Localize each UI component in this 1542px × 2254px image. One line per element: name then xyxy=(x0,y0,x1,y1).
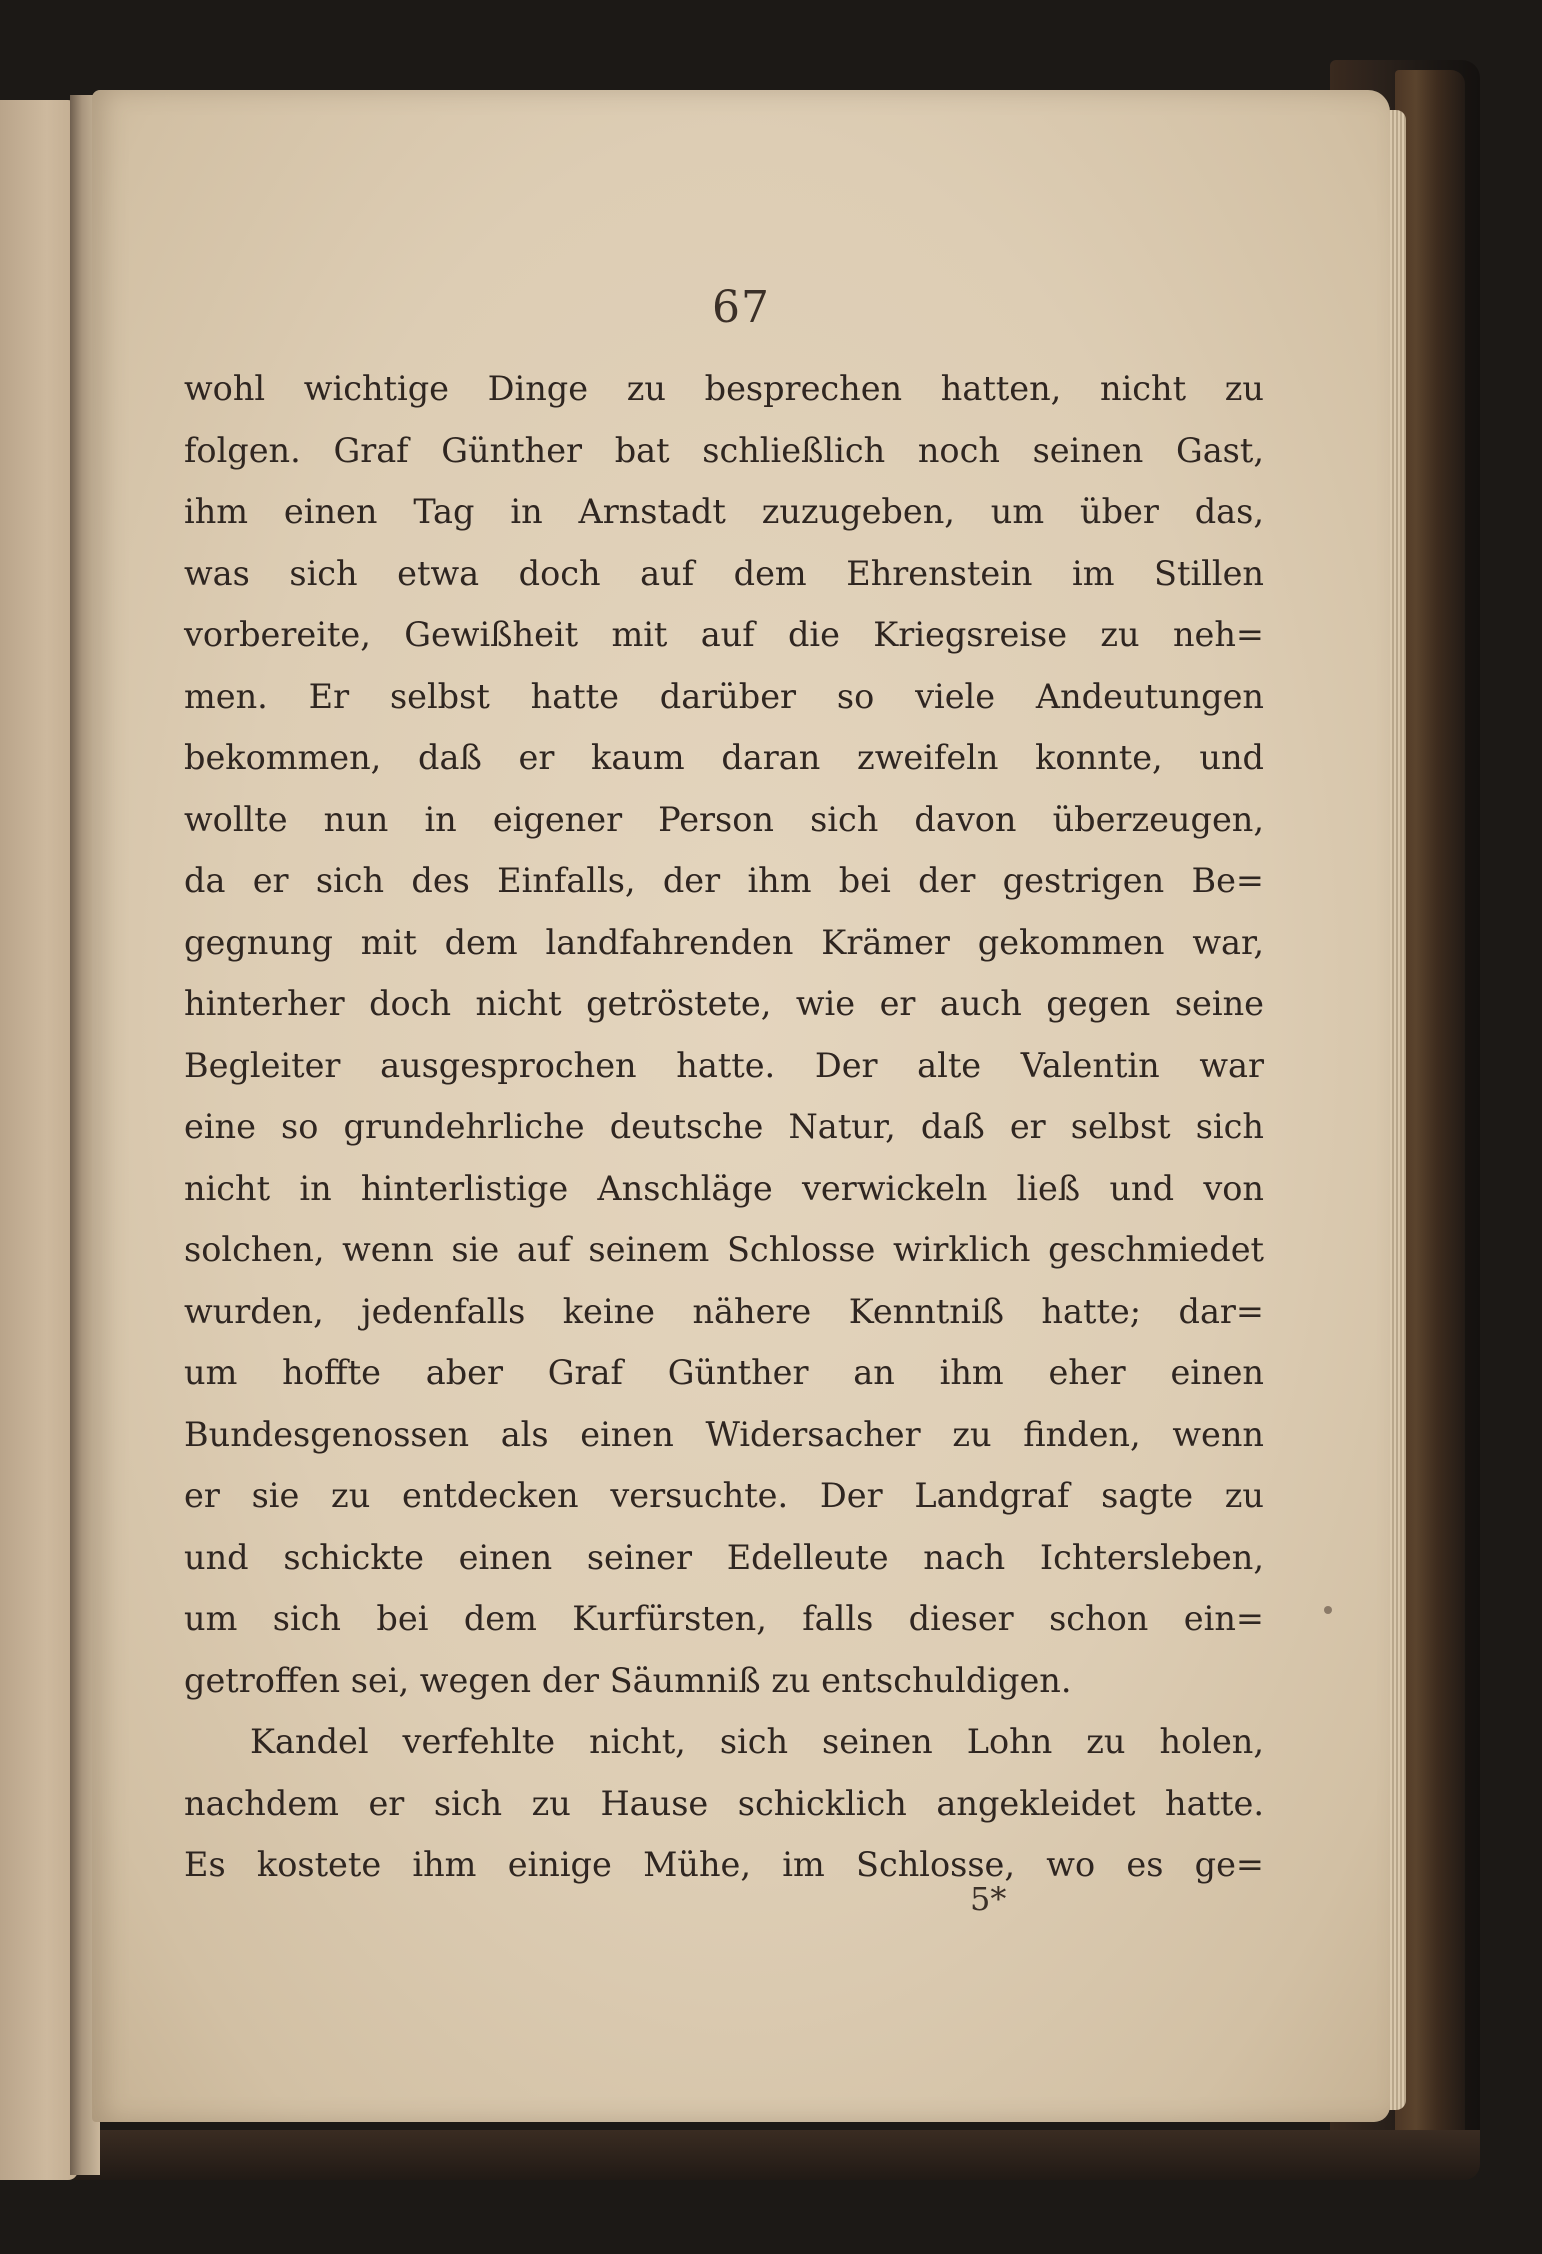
text-line: bekommen, daß er kaum daran zweifeln konnte, und xyxy=(184,738,1264,777)
page-body-text xyxy=(184,358,1264,1896)
previous-page-edge xyxy=(0,100,78,2180)
text-line: eine so grundehrliche deutsche Natur, daß er selbst sich xyxy=(184,1107,1264,1146)
text-line: nachdem er sich zu Hause schicklich angekleidet hatte. xyxy=(184,1783,1264,1823)
text-line: Es kostete ihm einige Mühe, im Schlosse, wo es ge= xyxy=(184,1845,1264,1884)
text-line: Begleiter ausgesprochen hatte. Der alte Valentin war xyxy=(184,1045,1264,1085)
text-line: Bundesgenossen als einen Widersacher zu finden, wenn xyxy=(184,1414,1264,1454)
text-line: men. Er selbst hatte darüber so viele Andeutungen xyxy=(184,676,1264,716)
text-line: hinterher doch nicht getröstete, wie er auch gegen seine xyxy=(184,984,1264,1023)
page-number: 67 xyxy=(712,282,770,333)
text-line: er sie zu entdecken versuchte. Der Landgraf sagte zu xyxy=(184,1476,1264,1515)
paper-spot xyxy=(1324,1606,1332,1614)
text-line: gegnung mit dem landfahrenden Krämer gekommen war, xyxy=(184,922,1264,962)
text-line: solchen, wenn sie auf seinem Schlosse wirklich geschmiedet xyxy=(184,1230,1264,1269)
text-line: folgen. Graf Günther bat schließlich noch seinen Gast, xyxy=(184,430,1264,470)
text-line: nicht in hinterlistige Anschläge verwickeln ließ und von xyxy=(184,1168,1264,1208)
text-line: was sich etwa doch auf dem Ehrenstein im Stillen xyxy=(184,553,1264,593)
text-line-paragraph-start: Kandel verfehlte nicht, sich seinen Lohn zu holen, xyxy=(250,1722,1264,1761)
text-line: und schickte einen seiner Edelleute nach Ichtersleben, xyxy=(184,1537,1264,1577)
text-line: getroffen sei, wegen der Säumniß zu entschuldigen. xyxy=(184,1660,1072,1700)
text-line: wollte nun in eigener Person sich davon überzeugen, xyxy=(184,799,1264,839)
text-line: ihm einen Tag in Arnstadt zuzugeben, um über das, xyxy=(184,492,1264,531)
book-cover-bottom xyxy=(60,2130,1480,2180)
text-line: da er sich des Einfalls, der ihm bei der gestrigen Be= xyxy=(184,861,1264,900)
book-page xyxy=(92,90,1390,2122)
text-line: wohl wichtige Dinge zu besprechen hatten, nicht zu xyxy=(184,369,1264,408)
text-line: vorbereite, Gewißheit mit auf die Kriegsreise zu neh= xyxy=(184,615,1264,654)
text-line: um hoffte aber Graf Günther an ihm eher einen xyxy=(184,1353,1264,1392)
signature-mark: 5* xyxy=(970,1880,1007,1918)
text-line: um sich bei dem Kurfürsten, falls dieser schon ein= xyxy=(184,1599,1264,1638)
text-line: wurden, jedenfalls keine nähere Kenntniß hatte; dar= xyxy=(184,1291,1264,1331)
